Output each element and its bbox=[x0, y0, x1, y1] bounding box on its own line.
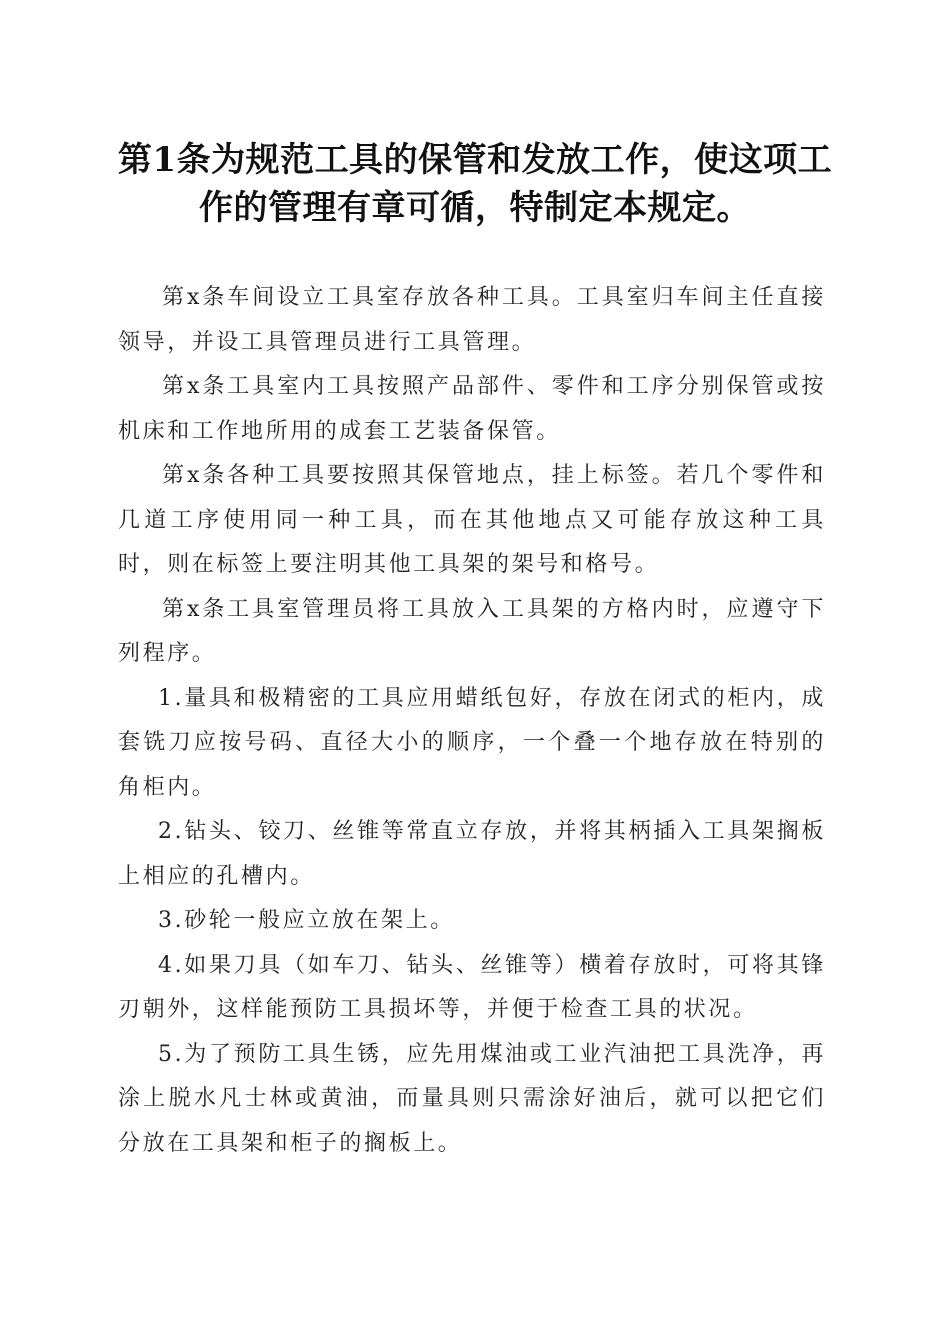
procedure-item: 5.为了预防工具生锈，应先用煤油或工业汽油把工具洗净，再涂上脱水凡士林或黄油，而量具则只需涂好油后，就可以把它们分放在工具架和柜子的搁板上。 bbox=[118, 1041, 826, 1156]
article-paragraph: 第x条工具室管理员将工具放入工具架的方格内时，应遵守下列程序。 bbox=[118, 596, 826, 666]
article-paragraph: 第x条车间设立工具室存放各种工具。工具室归车间主任直接领导，并设工具管理员进行工具管理。 bbox=[118, 285, 826, 355]
procedure-item: 2.钻头、铰刀、丝锥等常直立存放，并将其柄插入工具架搁板上相应的孔槽内。 bbox=[118, 819, 826, 889]
article-paragraph: 第x条工具室内工具按照产品部件、零件和工序分别保管或按机床和工作地所用的成套工艺装备保管。 bbox=[118, 374, 826, 444]
document-title: 第1条为规范工具的保管和发放工作，使这项工作的管理有章可循，特制定本规定。 bbox=[117, 140, 833, 228]
procedure-item: 3.砂轮一般应立放在架上。 bbox=[158, 908, 455, 933]
procedure-item: 1.量具和极精密的工具应用蜡纸包好，存放在闭式的柜内，成套铣刀应按号码、直径大小的顺序，一个叠一个地存放在特别的角柜内。 bbox=[118, 685, 826, 800]
procedure-item: 4.如果刀具（如车刀、钻头、丝锥等）横着存放时，可将其锋刃朝外，这样能预防工具损坏等，并便于检查工具的状况。 bbox=[118, 952, 826, 1022]
document-body bbox=[118, 276, 826, 1166]
article-paragraph: 第x条各种工具要按照其保管地点，挂上标签。若几个零件和几道工序使用同一种工具，而在其他地点又可能存放这种工具时，则在标签上要注明其他工具架的架号和格号。 bbox=[118, 463, 826, 577]
